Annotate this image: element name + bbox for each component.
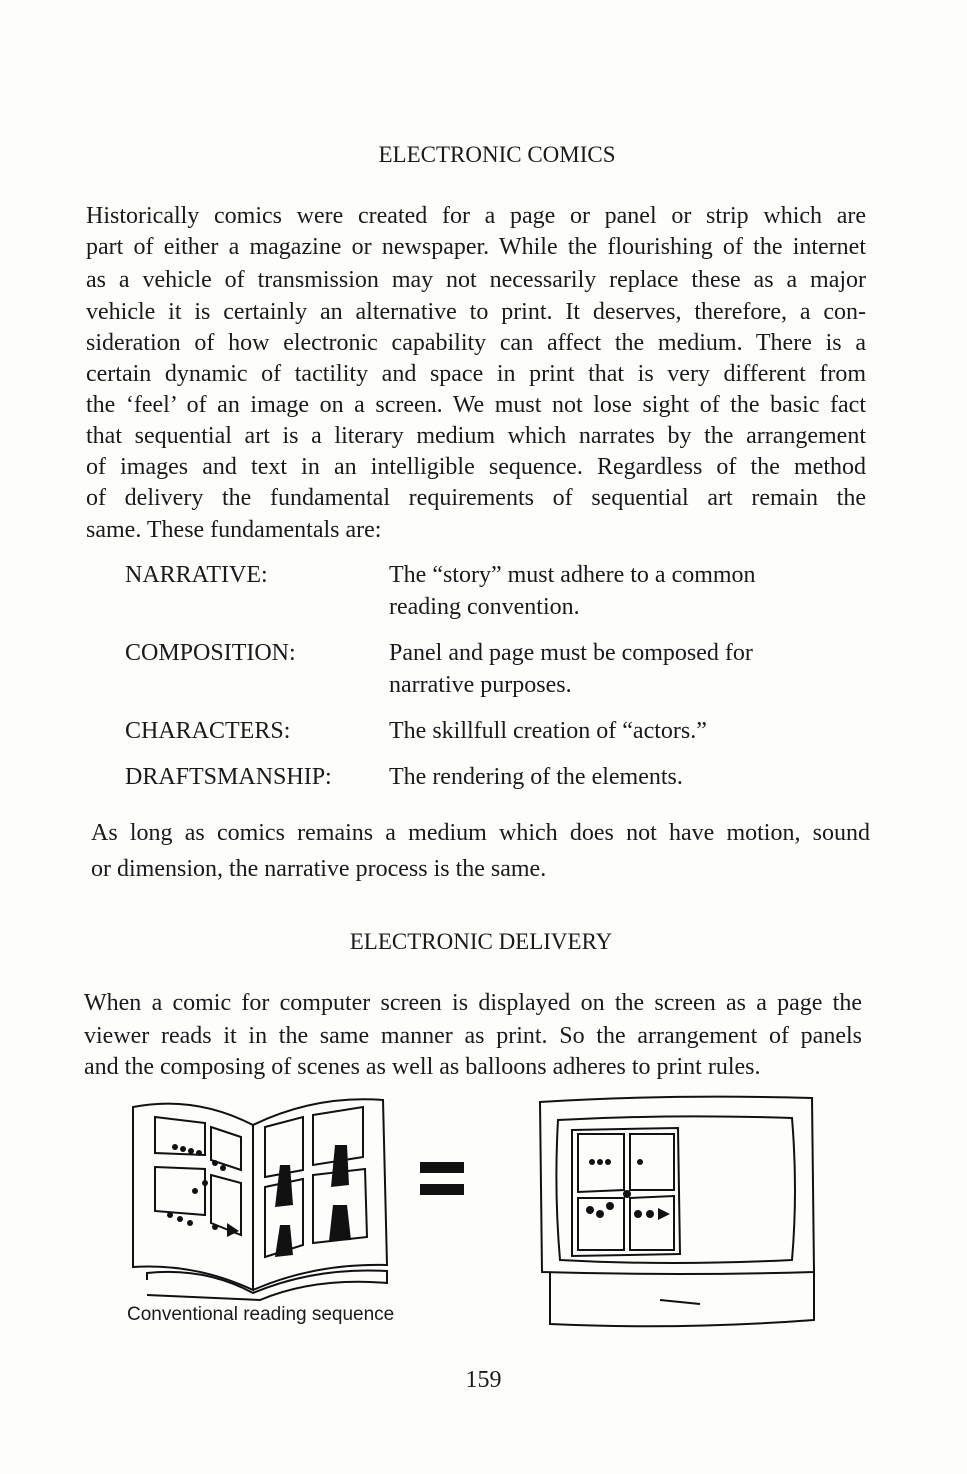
text-line: vehicle it is certainly an alternative to print. It deserves, therefore, a con- <box>86 299 866 325</box>
definition-draftsmanship: The rendering of the elements. <box>389 764 683 790</box>
text-line: sideration of how electronic capability can affect the medium. There is a <box>86 330 866 356</box>
text-line: As long as comics remains a medium which does not have motion, sound <box>91 820 870 846</box>
text-line: Historically comics were created for a page or panel or strip which are <box>86 203 866 229</box>
text-line: or dimension, the narrative process is the same. <box>91 856 547 882</box>
figure-caption: Conventional reading sequence <box>127 1304 395 1325</box>
section-heading-electronic-delivery: ELECTRONIC DELIVERY <box>349 929 613 954</box>
definition-characters: The skillfull creation of “actors.” <box>389 718 707 744</box>
text-line: same. These fundamentals are: <box>86 517 382 543</box>
text-line: and the composing of scenes as well as balloons adheres to print rules. <box>84 1054 761 1080</box>
section-heading-electronic-comics: ELECTRONIC COMICS <box>378 142 616 167</box>
open-comic-book-illustration <box>125 1095 400 1305</box>
text-line: of delivery the fundamental requirements of sequential art remain the <box>86 485 866 511</box>
computer-monitor-illustration <box>530 1090 820 1335</box>
text-line: When a comic for computer screen is displayed on the screen as a page the <box>84 990 862 1016</box>
text-line: of images and text in an intelligible sequence. Regardless of the method <box>86 454 866 480</box>
page-number: 159 <box>465 1367 502 1393</box>
definition-line: The “story” must adhere to a common <box>389 562 756 588</box>
definition-line: reading convention. <box>389 594 580 620</box>
term-composition: COMPOSITION: <box>125 640 296 666</box>
definition-line: Panel and page must be composed for <box>389 640 753 666</box>
equals-sign-icon <box>418 1160 468 1200</box>
term-narrative: NARRATIVE: <box>125 562 268 588</box>
term-draftsmanship: DRAFTSMANSHIP: <box>125 764 332 790</box>
definition-line: narrative purposes. <box>389 672 572 698</box>
text-line: the ‘feel’ of an image on a screen. We must not lose sight of the basic fact <box>86 392 866 418</box>
term-characters: CHARACTERS: <box>125 718 291 744</box>
text-line: certain dynamic of tactility and space in print that is very different from <box>86 361 866 387</box>
text-line: part of either a magazine or newspaper. While the flourishing of the internet <box>86 234 866 260</box>
text-line: viewer reads it in the same manner as print. So the arrangement of panels <box>84 1023 862 1049</box>
text-line: as a vehicle of transmission may not necessarily replace these as a major <box>86 267 866 293</box>
text-line: that sequential art is a literary medium which narrates by the arrangement <box>86 423 866 449</box>
definition-narrative <box>389 559 849 623</box>
definition-composition <box>389 637 849 701</box>
